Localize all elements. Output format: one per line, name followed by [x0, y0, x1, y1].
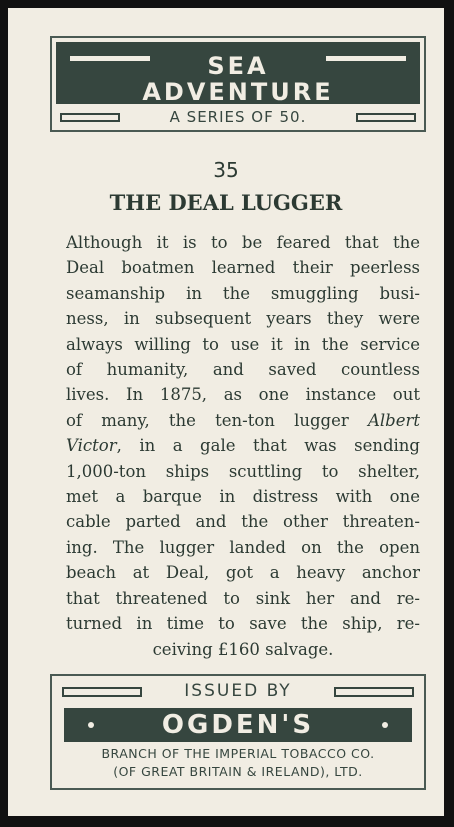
body-line: beach at Deal, got a heavy anchor	[66, 563, 420, 583]
series-title-line2: ADVENTURE	[142, 78, 334, 106]
brand-banner	[64, 708, 412, 742]
body-line: cable parted and the other threaten-	[66, 512, 420, 532]
body-line: ing. The lugger landed on the open	[66, 537, 420, 557]
body-line-segment: , in a gale that was sending	[116, 436, 420, 456]
series-title-line1: SEA	[207, 52, 269, 80]
body-line: ceiving £160 salvage.	[152, 639, 334, 659]
body-line: that threatened to sink her and re-	[66, 588, 420, 608]
branch-line2: (OF GREAT BRITAIN & IRELAND), LTD.	[113, 764, 363, 779]
header-banner	[56, 42, 420, 104]
body-line: 1,000-ton ships scuttling to shelter,	[66, 461, 420, 481]
body-line-with-italic	[66, 408, 420, 433]
card-title: THE DEAL LUGGER	[109, 190, 343, 215]
body-line: always willing to use it in the service	[66, 334, 420, 354]
body-line: lives. In 1875, as one instance out	[66, 385, 420, 405]
ship-name-italic: Albert	[367, 410, 420, 430]
body-line: Although it is to be feared that the	[66, 233, 420, 252]
body-line: ness, in subsequent years they were	[66, 309, 420, 329]
cigarette-card	[8, 8, 444, 816]
body-line: turned in time to save the ship, re-	[66, 614, 420, 634]
body-line: Deal boatmen learned their peerless	[66, 258, 420, 278]
issued-by-label: ISSUED BY	[184, 681, 292, 701]
series-subtitle: A SERIES OF 50.	[169, 108, 307, 126]
brand-name: OGDEN'S	[161, 710, 315, 740]
series-header	[50, 36, 426, 132]
body-line-with-italic	[66, 433, 420, 458]
card-number: 35	[213, 158, 239, 182]
ship-name-italic: Victor	[66, 436, 117, 456]
body-line: seamanship in the smuggling busi-	[66, 283, 420, 303]
branch-line1: BRANCH OF THE IMPERIAL TOBACCO CO.	[101, 746, 375, 761]
card-description	[66, 230, 420, 662]
issuer-footer	[50, 674, 426, 790]
body-line: of humanity, and saved countless	[66, 360, 420, 380]
body-line: met a barque in distress with one	[66, 487, 420, 507]
body-line-segment: of many, the ten-ton lugger	[66, 410, 349, 430]
